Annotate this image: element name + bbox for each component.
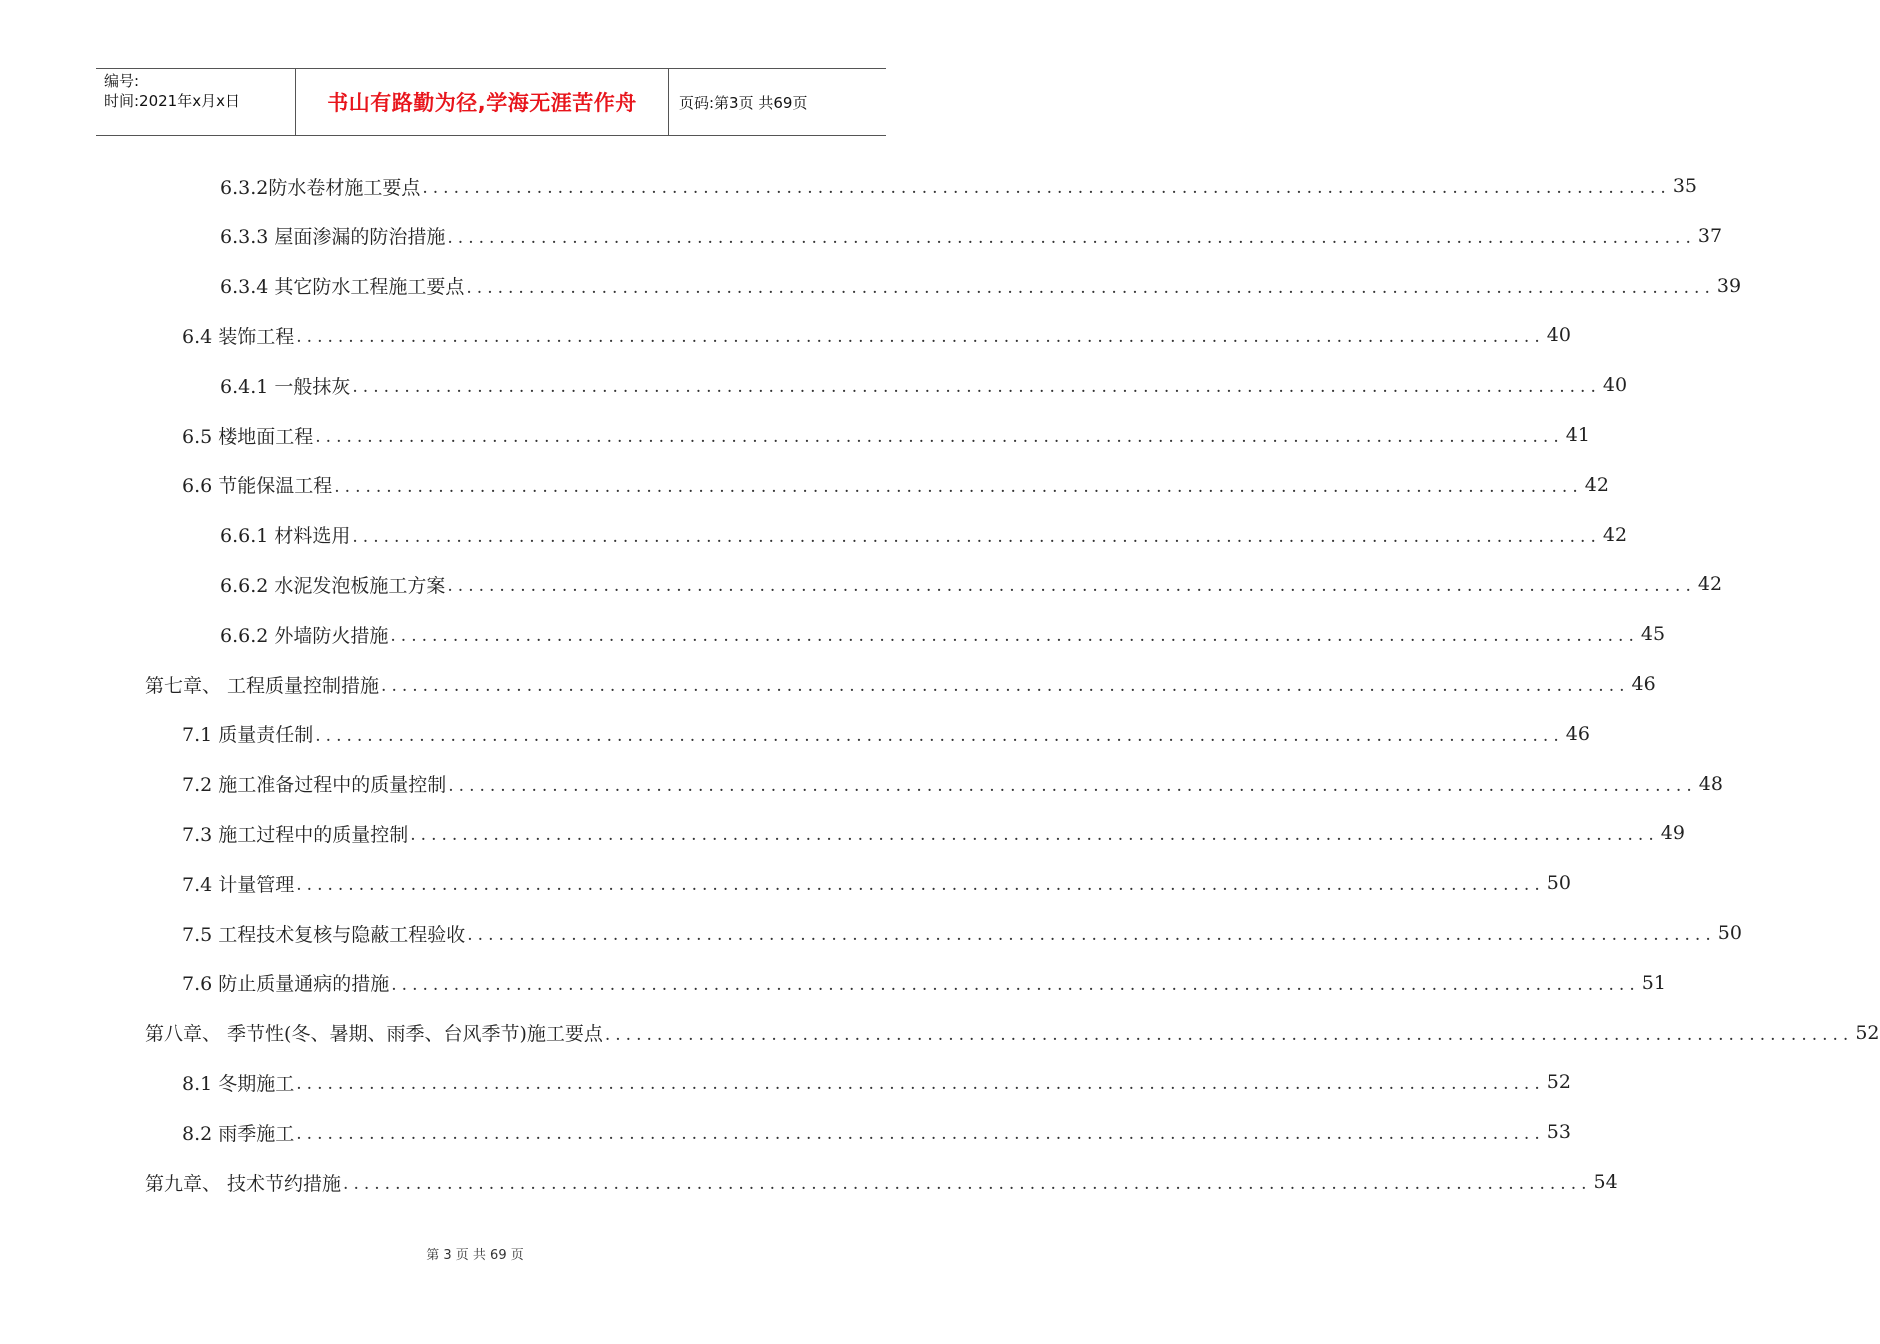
page-header: [96, 68, 886, 136]
toc-entry-title: 6.3.3 屋面渗漏的防治措施: [220, 226, 446, 249]
toc-leader-dots: ........................................................................................................................: [315, 427, 1564, 447]
toc-entry-page: 50: [1546, 872, 1571, 895]
toc-leader-dots: ........................................................................................................................: [410, 825, 1659, 846]
toc-entry[interactable]: [220, 515, 1628, 555]
toc-entry[interactable]: [182, 465, 1609, 505]
toc-leader-dots: ........................................................................................................................: [447, 227, 1696, 248]
toc-leader-dots: ........................................................................................................................: [315, 725, 1564, 746]
toc-entry-page: 42: [1697, 573, 1723, 596]
toc-entry-title: 6.4.1 一般抹灰: [220, 375, 351, 398]
toc-entry-title: 6.5 楼地面工程: [182, 425, 314, 448]
toc-entry-page: 52: [1855, 1021, 1880, 1044]
toc-entry-page: 54: [1593, 1171, 1618, 1193]
toc-entry-title: 第九章、 技术节约措施: [145, 1172, 342, 1195]
toc-entry-page: 52: [1546, 1071, 1571, 1094]
toc-entry[interactable]: [220, 365, 1628, 405]
header-time-label: 时间:2021年x月x日: [104, 92, 240, 110]
toc-leader-dots: ........................................................................................................................: [334, 476, 1583, 497]
header-number-label: 编号:: [104, 72, 140, 90]
toc-entry[interactable]: [182, 813, 1685, 853]
toc-entry-title: 8.2 雨季施工: [182, 1122, 295, 1145]
toc-entry-page: 42: [1602, 523, 1628, 546]
toc-entry-title: 6.3.2防水卷材施工要点: [220, 176, 421, 199]
toc-entry-page: 45: [1640, 623, 1666, 646]
toc-entry-title: 6.3.4 其它防水工程施工要点: [220, 276, 465, 299]
toc-entry-title: 8.1 冬期施工: [182, 1072, 295, 1095]
toc-entry-page: 37: [1697, 224, 1723, 247]
toc-entry[interactable]: [182, 415, 1590, 455]
toc-entry-title: 7.5 工程技术复核与隐蔽工程验收: [182, 923, 466, 946]
toc-entry[interactable]: [182, 1062, 1571, 1102]
toc-leader-dots: ........................................................................................................................: [381, 676, 1630, 696]
toc-entry[interactable]: [182, 863, 1571, 903]
toc-entry[interactable]: [220, 166, 1698, 206]
toc-entry-title: 7.1 质量责任制: [182, 724, 314, 747]
toc-entry-title: 第七章、 工程质量控制措施: [145, 674, 380, 697]
toc-entry-page: 46: [1631, 673, 1656, 695]
toc-leader-dots: ........................................................................................................................: [391, 974, 1640, 995]
toc-entry-title: 7.2 施工准备过程中的质量控制: [182, 774, 447, 797]
toc-entry[interactable]: [182, 714, 1590, 754]
toc-leader-dots: ........................................................................................................................: [296, 1074, 1545, 1095]
toc-entry-page: 46: [1565, 722, 1590, 745]
header-page-info: 页码:第3页 共69页: [679, 93, 808, 112]
toc-entry[interactable]: [182, 764, 1723, 804]
toc-leader-dots: ........................................................................................................................: [352, 526, 1601, 547]
toc-entry-title: 6.6.2 水泥发泡板施工方案: [220, 574, 446, 597]
toc-entry-page: 49: [1660, 822, 1685, 845]
toc-entry[interactable]: [145, 664, 1656, 704]
toc-leader-dots: ........................................................................................................................: [466, 277, 1715, 298]
toc-entry-title: 7.4 计量管理: [182, 873, 295, 896]
header-meta: [96, 69, 296, 135]
toc-entry-page: 50: [1717, 922, 1742, 944]
toc-entry-title: 第八章、 季节性(冬、暑期、雨季、台风季节)施工要点: [145, 1023, 603, 1046]
toc-entry[interactable]: [220, 216, 1723, 256]
toc-entry-page: 51: [1641, 971, 1666, 994]
toc-entry[interactable]: [220, 614, 1666, 654]
toc-leader-dots: ........................................................................................................................: [390, 626, 1639, 647]
toc-leader-dots: ........................................................................................................................: [296, 1124, 1545, 1145]
toc-entry[interactable]: [182, 963, 1666, 1003]
toc-entry-page: 40: [1546, 324, 1571, 347]
toc-entry-page: 39: [1716, 274, 1742, 297]
toc-leader-dots: ........................................................................................................................: [422, 178, 1671, 198]
toc-leader-dots: ........................................................................................................................: [447, 576, 1696, 597]
toc-entry[interactable]: [182, 913, 1742, 953]
toc-leader-dots: ........................................................................................................................: [448, 775, 1697, 796]
toc-leader-dots: ........................................................................................................................: [296, 875, 1545, 896]
toc-entry[interactable]: [182, 315, 1571, 355]
toc-entry-title: 6.6.1 材料选用: [220, 525, 351, 548]
toc-leader-dots: ........................................................................................................................: [467, 925, 1716, 945]
toc-entry-page: 48: [1698, 772, 1723, 795]
toc-entry-page: 42: [1584, 473, 1609, 496]
toc-leader-dots: ........................................................................................................................: [343, 1174, 1592, 1194]
toc-entry-title: 7.3 施工过程中的质量控制: [182, 823, 409, 846]
toc-entry-page: 40: [1602, 374, 1628, 397]
toc-entry[interactable]: [220, 564, 1723, 604]
toc-entry-title: 6.6.2 外墙防火措施: [220, 624, 389, 647]
page-footer: 第 3 页 共 69 页: [426, 1248, 524, 1263]
toc-entry-title: 6.4 装饰工程: [182, 325, 295, 348]
toc-leader-dots: ........................................................................................................................: [296, 327, 1545, 348]
toc-entry[interactable]: [145, 1162, 1618, 1202]
toc-entry[interactable]: [220, 266, 1742, 306]
toc-leader-dots: ........................................................................................................................: [604, 1024, 1854, 1045]
toc-entry[interactable]: [182, 1112, 1571, 1152]
toc-entry-page: 41: [1565, 424, 1590, 446]
header-motto: 书山有路勤为径,学海无涯苦作舟: [296, 69, 669, 135]
toc-entry-page: 53: [1546, 1121, 1571, 1144]
toc-entry-title: 7.6 防止质量通病的措施: [182, 973, 390, 996]
toc-entry-page: 35: [1672, 175, 1698, 197]
toc-leader-dots: ........................................................................................................................: [352, 377, 1601, 398]
toc-entry[interactable]: [145, 1013, 1880, 1053]
toc-entry-title: 6.6 节能保温工程: [182, 475, 333, 498]
